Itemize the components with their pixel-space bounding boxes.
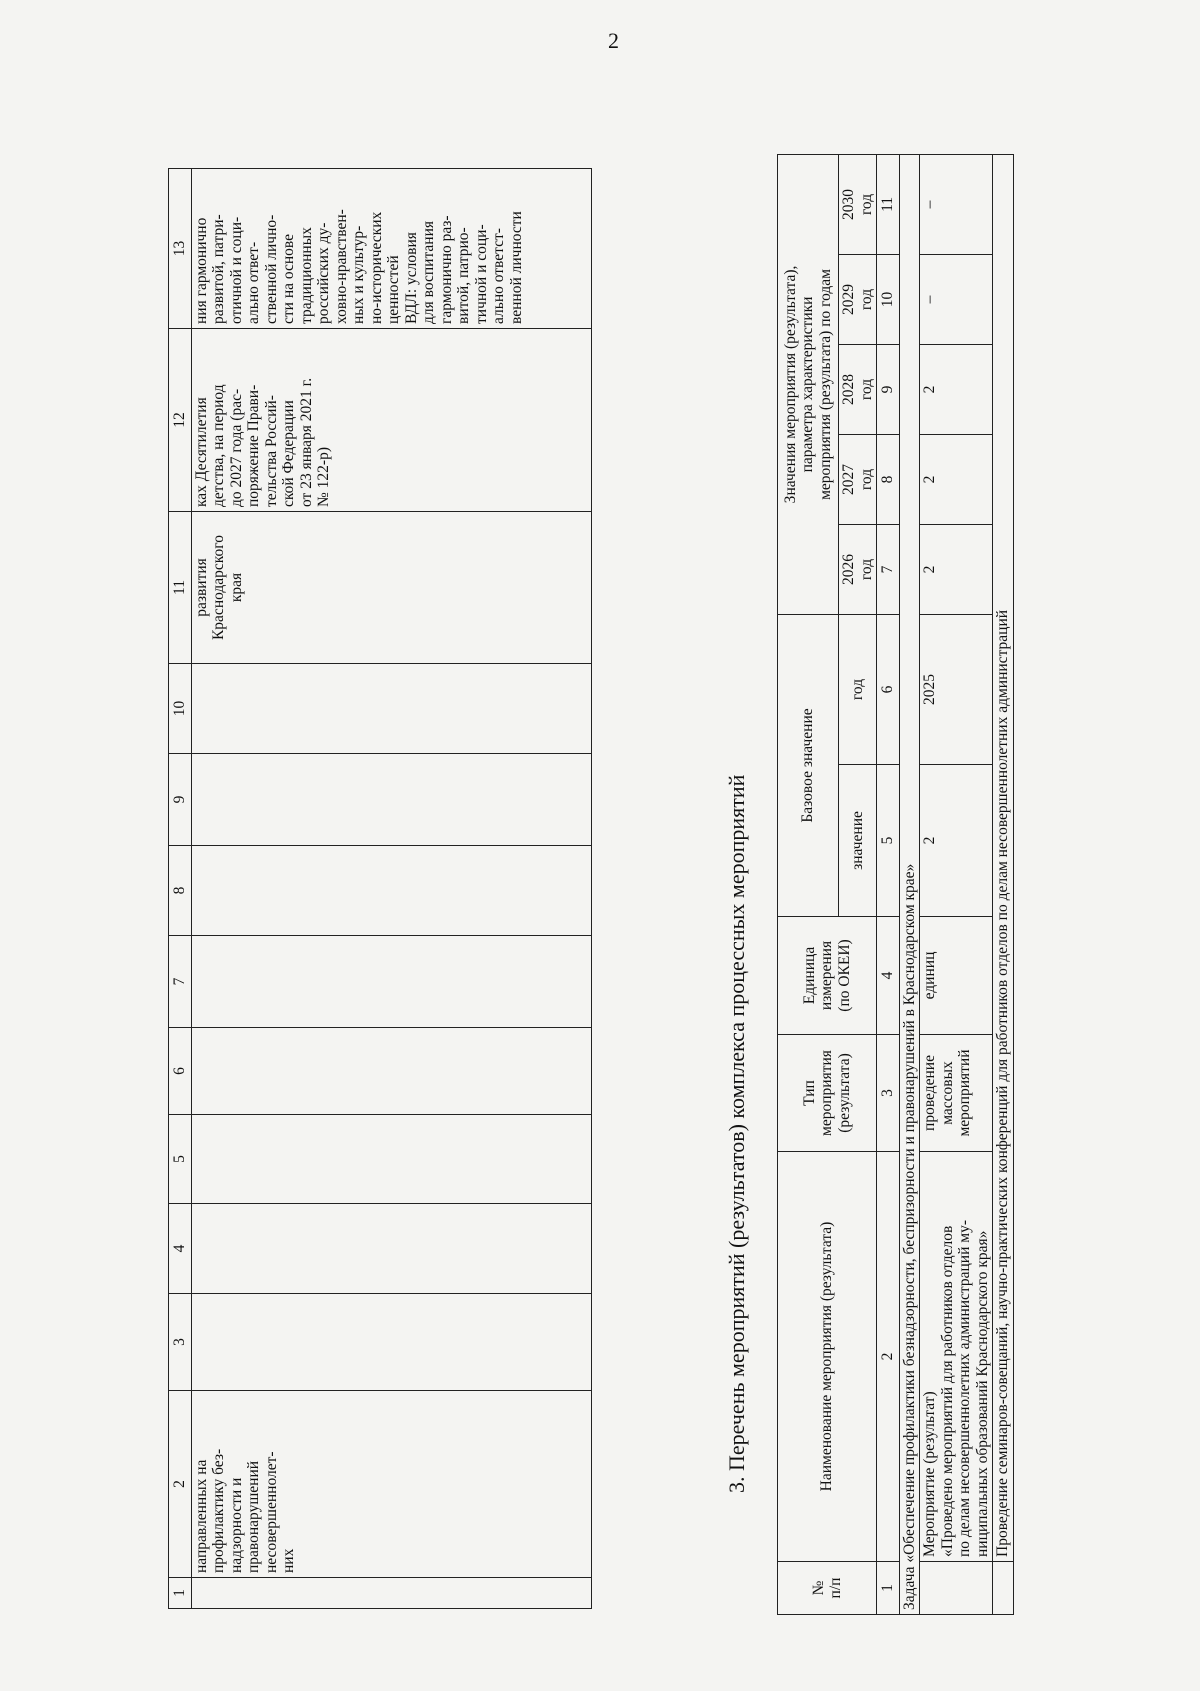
cell-empty [191, 846, 591, 936]
last-row-text: Проведение семинаров-совещаний, научно-практических конференций для работников отделов по делам несовершеннолетних администраций [993, 154, 1014, 1561]
table-row [191, 169, 591, 1609]
header-unit: Единица измерения (по ОКЕИ) [778, 917, 877, 1035]
header-base-value: значение [839, 765, 877, 917]
event-num [920, 1562, 993, 1615]
header-num: № п/п [778, 1562, 877, 1615]
continuation-table [168, 168, 592, 1609]
cell-empty [191, 1115, 591, 1204]
cell-empty [191, 1294, 591, 1391]
cell-goal: ния гармонично развитой, патри- отичной и соци- ально ответ- ственной лично- сти на основе традиционных российских ду- ховно-нравствен- ных и культур- но-исторических ценностей ВДЛ: условия для воспитания гармонично раз- витой, патрио- тичной и соци- ально ответст- венной личности [191, 169, 591, 329]
cell-empty [191, 936, 591, 1028]
section-heading: 3. Перечень мероприятий (результатов) комплекса процессных мероприятий [724, 774, 749, 1493]
col-number: 2 [877, 1152, 900, 1562]
col-number: 11 [169, 512, 192, 664]
column-number-row [877, 154, 900, 1614]
event-name: Мероприятие (результат) «Проведено мероприятий для работников отделов по делам несовершеннолетних администраций му- ниципальных образований Краснодарского края» [920, 1152, 993, 1562]
event-value-2027: 2 [920, 434, 993, 524]
col-number: 11 [877, 154, 900, 254]
event-value-2028: 2 [920, 344, 993, 434]
cell-purpose: направленных на профилактику без- надзорности и правонарушений несовершеннолет- них [191, 1391, 591, 1578]
col-number: 7 [877, 524, 900, 614]
col-number: 5 [169, 1115, 192, 1204]
task-text: Задача «Обеспечение профилактики безнадзорности, беспризорности и правонарушений в Краснодарском крае» [899, 154, 920, 1614]
col-number: 4 [877, 917, 900, 1035]
cell-region: развития Краснодарского края [191, 512, 591, 664]
last-row-num [993, 1562, 1014, 1615]
cell-empty [191, 1204, 591, 1294]
cell-empty [191, 664, 591, 754]
col-number: 7 [169, 936, 192, 1028]
header-year-2027: 2027 год [839, 434, 877, 524]
col-number: 3 [877, 1035, 900, 1152]
cell-empty [191, 1028, 591, 1115]
events-table [777, 154, 1014, 1615]
header-name: Наименование мероприятия (результата) [778, 1152, 877, 1562]
event-value-2029: – [920, 254, 993, 344]
col-number: 10 [877, 254, 900, 344]
col-number: 1 [877, 1562, 900, 1615]
col-number: 13 [169, 169, 192, 329]
event-unit: единиц [920, 917, 993, 1035]
event-value-2026: 2 [920, 524, 993, 614]
cell-col-1 [191, 1578, 591, 1609]
event-type: проведение массовых мероприятий [920, 1035, 993, 1152]
header-base: Базовое значение [778, 614, 839, 916]
col-number: 2 [169, 1391, 192, 1578]
col-number: 8 [169, 846, 192, 936]
event-base-year: 2025 [920, 614, 993, 764]
col-number: 8 [877, 434, 900, 524]
header-base-year: год [839, 614, 877, 764]
column-number-row [169, 169, 192, 1609]
header-row [778, 154, 839, 1614]
col-number: 6 [877, 614, 900, 764]
col-number: 6 [169, 1028, 192, 1115]
task-row [899, 154, 920, 1614]
col-number: 9 [877, 344, 900, 434]
col-number: 12 [169, 329, 192, 512]
header-type: Тип мероприятия (результата) [778, 1035, 877, 1152]
col-number: 4 [169, 1204, 192, 1294]
col-number: 1 [169, 1578, 192, 1609]
event-base-value: 2 [920, 765, 993, 917]
col-number: 5 [877, 765, 900, 917]
header-year-2030: 2030 год [839, 154, 877, 254]
col-number: 3 [169, 1294, 192, 1391]
header-year-2029: 2029 год [839, 254, 877, 344]
header-values: Значения мероприятия (результата), параметра характеристики мероприятия (результата) по годам [778, 154, 839, 614]
col-number: 10 [169, 664, 192, 754]
col-number: 9 [169, 754, 192, 846]
table-row [920, 154, 993, 1614]
event-value-2030: – [920, 154, 993, 254]
cell-empty [191, 754, 591, 846]
cell-regulation: ках Десятилетия детства, на период до 2027 года (рас- поряжение Прави- тельства Россий- ской Федерации от 23 января 2021 г. № 122-р) [191, 329, 591, 512]
header-year-2028: 2028 год [839, 344, 877, 434]
page-number: 2 [608, 28, 619, 53]
header-year-2026: 2026 год [839, 524, 877, 614]
last-row [993, 154, 1014, 1614]
